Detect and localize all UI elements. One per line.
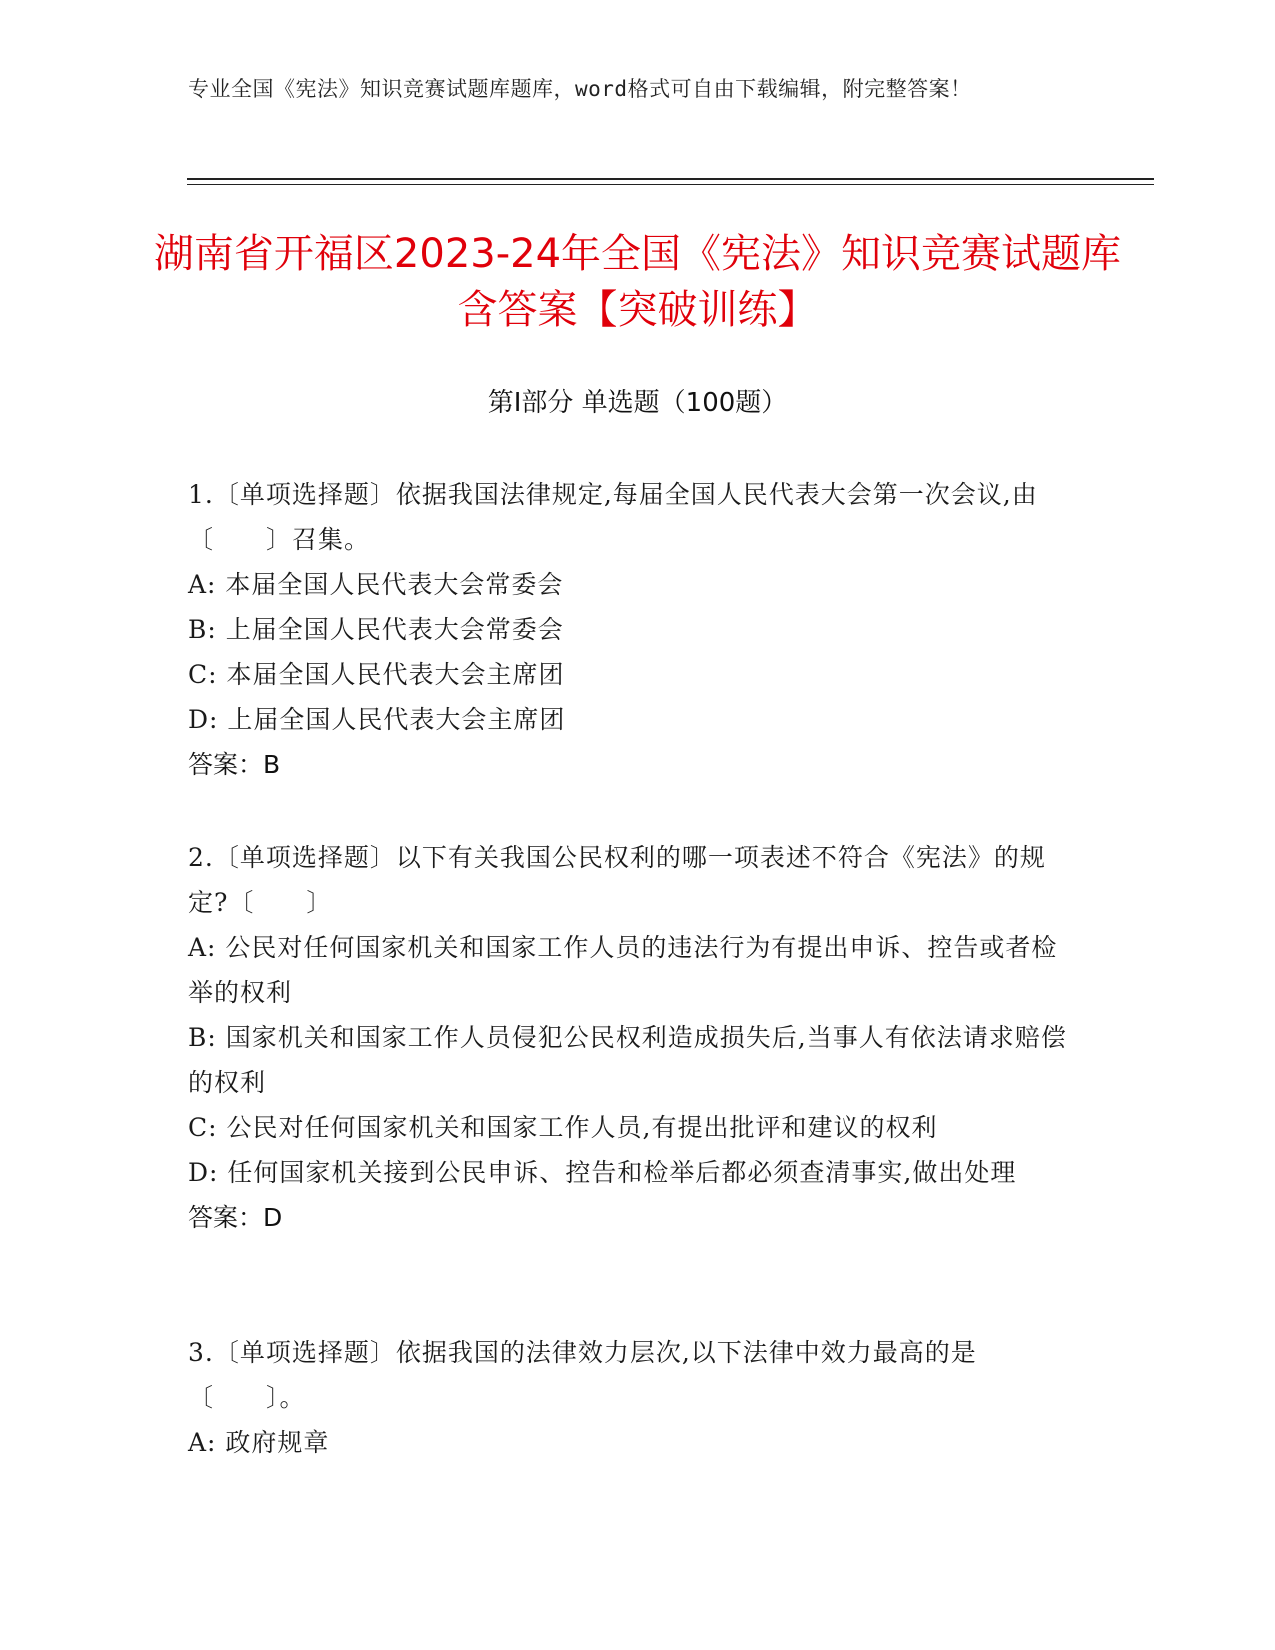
question-item bbox=[188, 835, 1068, 1240]
answer-line: 答案：B bbox=[188, 750, 281, 779]
header-note: 专业全国《宪法》知识竞赛试题库题库，word格式可自由下载编辑，附完整答案！ bbox=[188, 77, 972, 101]
question-stem: 2.〔单项选择题〕以下有关我国公民权利的哪一项表述不符合《宪法》的规定?〔 〕 bbox=[188, 843, 1046, 917]
option-c: C: 公民对任何国家机关和国家工作人员,有提出批评和建议的权利 bbox=[188, 1113, 938, 1142]
question-stem: 3.〔单项选择题〕依据我国的法律效力层次,以下法律中效力最高的是〔 〕。 bbox=[188, 1338, 977, 1412]
option-d: D: 任何国家机关接到公民申诉、控告和检举后都必须查清事实,做出处理 bbox=[188, 1158, 1017, 1187]
option-b: B: 国家机关和国家工作人员侵犯公民权利造成损失后,当事人有依法请求赔偿的权利 bbox=[188, 1023, 1067, 1097]
question-item bbox=[188, 472, 1068, 787]
option-a: A: 公民对任何国家机关和国家工作人员的违法行为有提出申诉、控告或者检举的权利 bbox=[188, 933, 1058, 1007]
option-a: A: 政府规章 bbox=[188, 1428, 330, 1457]
document-title: 湖南省开福区2023-24年全国《宪法》知识竞赛试题库含答案【突破训练】 bbox=[153, 231, 1122, 333]
answer-line: 答案：D bbox=[188, 1203, 283, 1232]
option-b: B: 上届全国人民代表大会常委会 bbox=[188, 615, 564, 644]
header-divider bbox=[187, 178, 1154, 180]
question-item bbox=[188, 1330, 1068, 1465]
option-c: C: 本届全国人民代表大会主席团 bbox=[188, 660, 565, 689]
section-heading: 第Ⅰ部分 单选题（100题） bbox=[487, 388, 788, 418]
option-d: D: 上届全国人民代表大会主席团 bbox=[188, 705, 566, 734]
question-stem: 1.〔单项选择题〕依据我国法律规定,每届全国人民代表大会第一次会议,由〔 〕召集。 bbox=[188, 480, 1038, 554]
header-divider-thin bbox=[187, 184, 1154, 185]
option-a: A: 本届全国人民代表大会常委会 bbox=[188, 570, 564, 599]
